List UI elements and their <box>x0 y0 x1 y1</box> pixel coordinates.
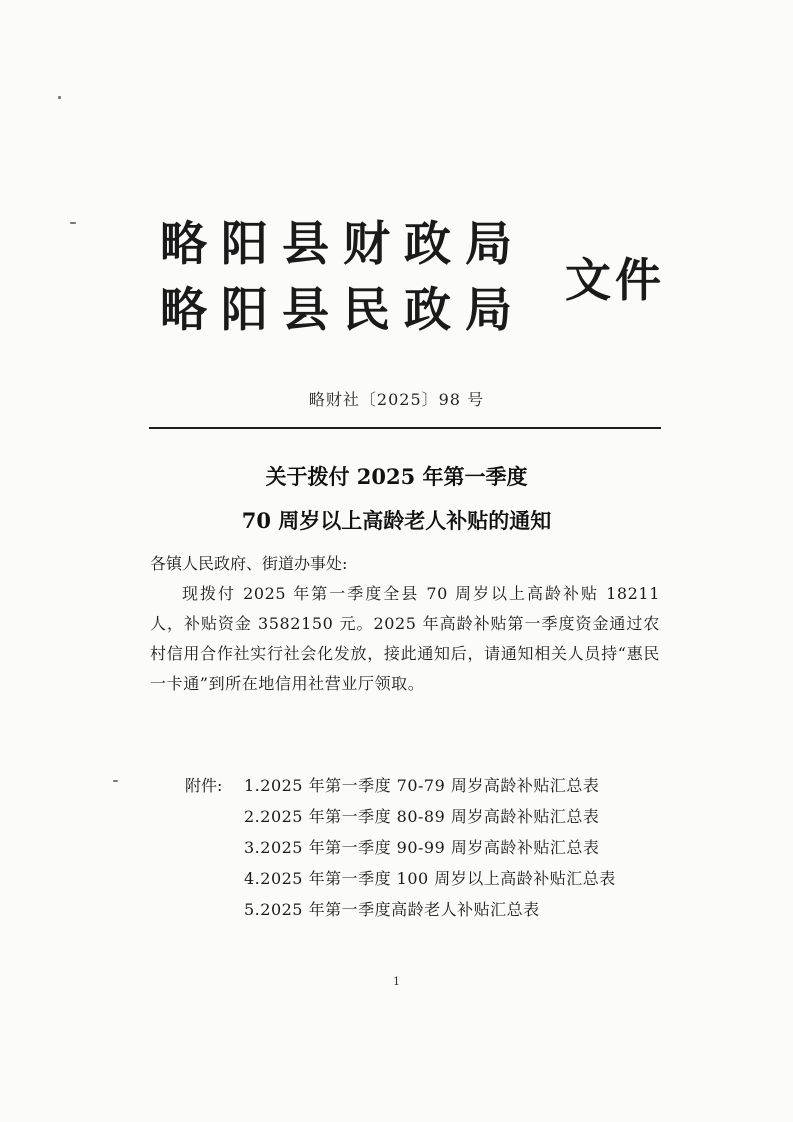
issuer-finance-bureau: 略阳县财政局 <box>160 217 526 272</box>
document-word: 文件 <box>565 253 665 307</box>
issuer-civil-affairs-bureau: 略阳县民政局 <box>160 283 526 338</box>
title-line-2: 70 周岁以上高龄老人补贴的通知 <box>241 508 552 533</box>
scan-speck <box>58 96 61 99</box>
attachment-item: 1.2025 年第一季度 70-79 周岁高龄补贴汇总表 <box>244 776 600 795</box>
scan-speck <box>113 780 118 782</box>
notice-body <box>150 549 660 699</box>
header-divider <box>149 427 661 429</box>
attachments-label: 附件: <box>185 776 223 795</box>
scan-speck <box>70 222 76 224</box>
attachment-item: 4.2025 年第一季度 100 周岁以上高龄补贴汇总表 <box>244 869 616 888</box>
body-paragraph: 现拨付 2025 年第一季度全县 70 周岁以上高龄补贴 18211 人，补贴资金 3582150 元。2025 年高龄补贴第一季度资金通过农村信用合作社实行社会化发放，接此通知后，请通知相关人员持“惠民一卡通”到所在地信用社营业厅领取。 <box>150 584 660 693</box>
attachment-item: 2.2025 年第一季度 80-89 周岁高龄补贴汇总表 <box>244 807 600 826</box>
document-number: 略财社〔2025〕98 号 <box>308 390 485 409</box>
salutation: 各镇人民政府、街道办事处: <box>150 554 348 573</box>
attachments-list <box>185 770 616 925</box>
attachment-item: 3.2025 年第一季度 90-99 周岁高龄补贴汇总表 <box>244 838 600 857</box>
title-line-1: 关于拨付 2025 年第一季度 <box>265 464 528 489</box>
page-number: 1 <box>393 975 400 988</box>
attachment-item: 5.2025 年第一季度高龄老人补贴汇总表 <box>244 900 540 919</box>
issuing-authorities <box>160 212 560 344</box>
notice-title <box>0 455 793 543</box>
